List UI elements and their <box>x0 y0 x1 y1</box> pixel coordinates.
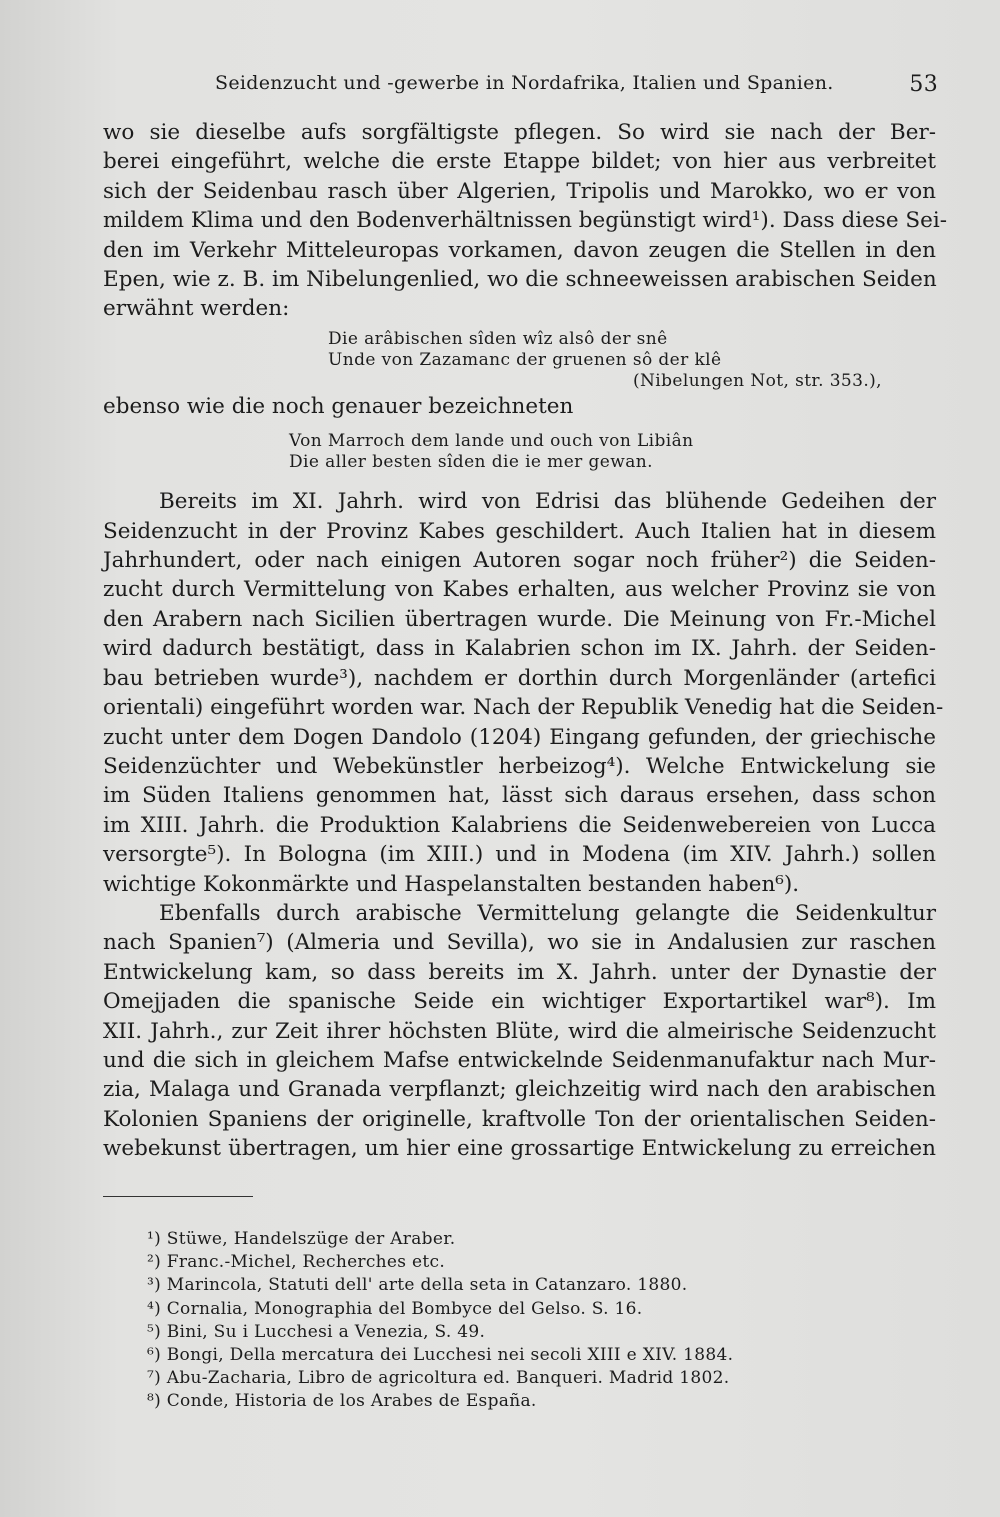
running-header <box>215 72 938 97</box>
verse-line: Unde von Zazamanc der gruenen sô der klê <box>328 349 722 370</box>
text-line: wichtige Kokonmärkte und Haspelanstalten bestanden haben⁶). <box>103 871 800 897</box>
footnote: ³) Marincola, Statuti dell' arte della seta in Catanzaro. 1880. <box>147 1275 688 1296</box>
text-line: XII. Jahrh., zur Zeit ihrer höchsten Blüte, wird die almeirische Seidenzucht <box>103 1018 936 1044</box>
verse-line: Die aller besten sîden die ie mer gewan. <box>289 452 653 473</box>
footnote: ⁶) Bongi, Della mercatura dei Lucchesi nei secoli XIII e XIV. 1884. <box>147 1345 734 1366</box>
page-number: 53 <box>909 72 938 97</box>
text-line: Epen, wie z. B. im Nibelungenlied, wo die schneeweissen arabischen Seiden <box>103 267 937 293</box>
text-line: mildem Klima und den Bodenverhältnissen begünstigt wird¹). Dass diese Sei- <box>103 208 947 234</box>
running-title: Seidenzucht und -gewerbe in Nordafrika, Italien und Spanien. <box>215 72 834 94</box>
verse-reference: (Nibelungen Not, str. 353.), <box>633 370 882 391</box>
verse-citation <box>103 371 936 392</box>
text-line: Ebenfalls durch arabische Vermittelung gelangte die Seidenkultur <box>159 900 936 926</box>
footnote: ²) Franc.-Michel, Recherches etc. <box>147 1252 446 1273</box>
paragraph-2 <box>103 487 944 899</box>
text-line: Seidenzucht in der Provinz Kabes geschildert. Auch Italien hat in diesem <box>103 518 936 544</box>
footnotes <box>147 1228 847 1414</box>
text-line: den Arabern nach Sicilien übertragen wurde. Die Meinung von Fr.-Michel <box>103 606 936 632</box>
text-line: berei eingeführt, welche die erste Etappe bildet; von hier aus verbreitet <box>103 149 936 175</box>
text-line: zia, Malaga und Granada verpflanzt; gleichzeitig wird nach den arabischen <box>103 1077 936 1103</box>
verse-quote-2 <box>289 431 936 473</box>
footnote-separator <box>103 1196 253 1197</box>
footnote: ⁸) Conde, Historia de los Arabes de España. <box>147 1391 537 1412</box>
text-line: wo sie dieselbe aufs sorgfältigste pflegen. So wird sie nach der Ber- <box>103 120 936 145</box>
text-line: und die sich in gleichem Mafse entwickelnde Seidenmanufaktur nach Mur- <box>103 1047 936 1073</box>
text-line: im Süden Italiens genommen hat, lässt sich daraus ersehen, dass schon <box>103 783 936 809</box>
text-line: versorgte⁵). In Bologna (im XIII.) und in Modena (im XIV. Jahrh.) sollen <box>103 842 936 868</box>
text-line: Kolonien Spaniens der originelle, kraftvolle Ton der orientalischen Seiden- <box>103 1106 936 1132</box>
paragraph-1 <box>103 118 947 324</box>
footnote: ¹) Stüwe, Handelszüge der Araber. <box>147 1229 456 1249</box>
text-line: zucht unter dem Dogen Dandolo (1204) Eingang gefunden, der griechische <box>103 724 936 750</box>
text-line: Bereits im XI. Jahrh. wird von Edrisi das blühende Gedeihen der <box>159 489 936 515</box>
text-line: zucht durch Vermittelung von Kabes erhalten, aus welcher Provinz sie von <box>103 577 936 603</box>
text-line: wird dadurch bestätigt, dass in Kalabrien schon im IX. Jahrh. der Seiden- <box>103 636 936 662</box>
paragraph-3 <box>103 899 936 1164</box>
text-line: orientali) eingeführt worden war. Nach der Republik Venedig hat die Seiden- <box>103 695 944 721</box>
text-line: Omejjaden die spanische Seide ein wichtiger Exportartikel war⁸). Im <box>103 989 936 1015</box>
footnote: ⁵) Bini, Su i Lucchesi a Venezia, S. 49. <box>147 1321 486 1342</box>
text-line: Seidenzüchter und Webekünstler herbeizog⁴). Welche Entwickelung sie <box>103 753 936 779</box>
verse-line: Die arâbischen sîden wîz alsô der snê <box>328 328 668 349</box>
text-line: Entwickelung kam, so dass bereits im X. Jahrh. unter der Dynastie der <box>103 959 936 985</box>
text-line: erwähnt werden: <box>103 296 290 322</box>
footnote: ⁴) Cornalia, Monographia del Bombyce del Gelso. S. 16. <box>147 1298 643 1319</box>
footnote: ⁷) Abu-Zacharia, Libro de agricoltura ed. Banqueri. Madrid 1802. <box>147 1368 730 1389</box>
text-line: bau betrieben wurde³), nachdem er dorthin durch Morgenländer (artefici <box>103 665 936 691</box>
verse-quote-1 <box>328 329 936 371</box>
text-line: den im Verkehr Mitteleuropas vorkamen, davon zeugen die Stellen in den <box>103 237 936 263</box>
text-line: webekunst übertragen, um hier eine grossartige Entwickelung zu erreichen <box>103 1136 936 1162</box>
verse-line: Von Marroch dem lande und ouch von Libiân <box>289 431 694 452</box>
text-line: nach Spanien⁷) (Almeria und Sevilla), wo sie in Andalusien zur raschen <box>103 930 936 956</box>
bridge-line: ebenso wie die noch genauer bezeichneten <box>103 393 574 419</box>
text-line: Jahrhundert, oder nach einigen Autoren sogar noch früher²) die Seiden- <box>103 548 936 574</box>
body-text <box>103 118 947 1164</box>
text-line: sich der Seidenbau rasch über Algerien, Tripolis und Marokko, wo er von <box>103 178 936 204</box>
text-line: im XIII. Jahrh. die Produktion Kalabriens die Seidenwebereien von Lucca <box>103 812 936 838</box>
